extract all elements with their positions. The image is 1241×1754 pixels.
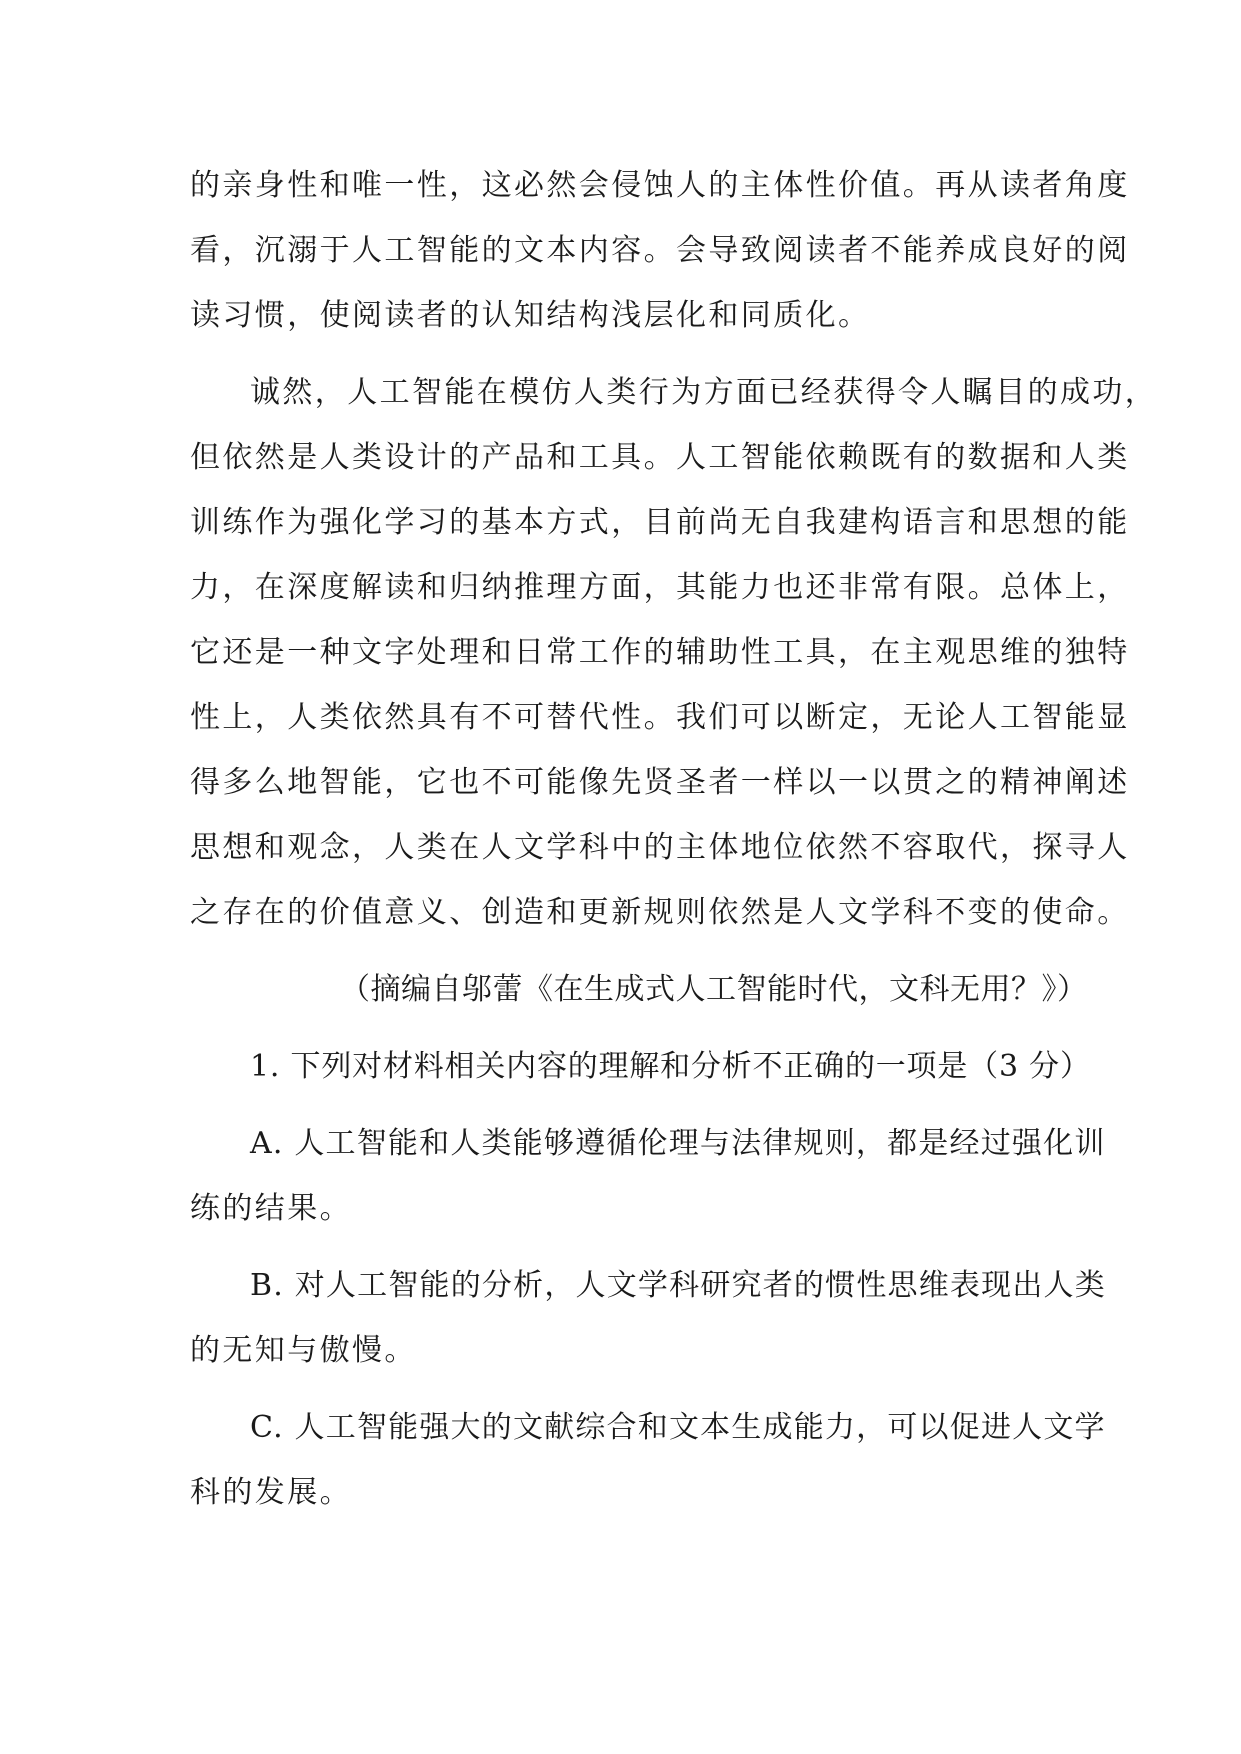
para1-line-2: 看，沉溺于人工智能的文本内容。会导致阅读者不能养成良好的阅: [190, 233, 1130, 268]
para2-line-1: 诚然，人工智能在模仿人类行为方面已经获得令人瞩目的成功，: [250, 375, 1158, 410]
question-stem: 1. 下列对材料相关内容的理解和分析不正确的一项是（3 分）: [250, 1049, 1091, 1084]
para2-line-8: 思想和观念，人类在人文学科中的主体地位依然不容取代，探寻人: [190, 830, 1130, 865]
para2-line-6: 性上，人类依然具有不可替代性。我们可以断定，无论人工智能显: [190, 700, 1130, 735]
para2-line-7: 得多么地智能，它也不可能像先贤圣者一样以一以贯之的精神阐述: [190, 765, 1130, 800]
para2-line-2: 但依然是人类设计的产品和工具。人工智能依赖既有的数据和人类: [190, 440, 1130, 475]
source-citation: （摘编自邬蕾《在生成式人工智能时代，文科无用？》）: [340, 972, 1088, 1007]
para2-line-5: 它还是一种文字处理和日常工作的辅助性工具，在主观思维的独特: [190, 635, 1130, 670]
para1-line-3: 读习惯，使阅读者的认知结构浅层化和同质化。: [190, 298, 871, 333]
para1-line-1: 的亲身性和唯一性，这必然会侵蚀人的主体性价值。再从读者角度: [190, 168, 1130, 203]
para2-line-9: 之存在的价值意义、创造和更新规则依然是人文学科不变的使命。: [190, 895, 1130, 930]
option-c-line-2: 科的发展。: [190, 1475, 352, 1510]
option-a-line-2: 练的结果。: [190, 1191, 352, 1226]
option-c-line-1: C. 人工智能强大的文献综合和文本生成能力，可以促进人文学: [250, 1410, 1106, 1445]
para2-line-3: 训练作为强化学习的基本方式，目前尚无自我建构语言和思想的能: [190, 505, 1130, 540]
para2-line-4: 力，在深度解读和归纳推理方面，其能力也还非常有限。总体上，: [190, 570, 1130, 605]
option-b-line-1: B. 对人工智能的分析，人文学科研究者的惯性思维表现出人类: [250, 1268, 1106, 1303]
option-b-line-2: 的无知与傲慢。: [190, 1333, 417, 1368]
option-a-line-1: A. 人工智能和人类能够遵循伦理与法律规则，都是经过强化训: [250, 1126, 1106, 1161]
